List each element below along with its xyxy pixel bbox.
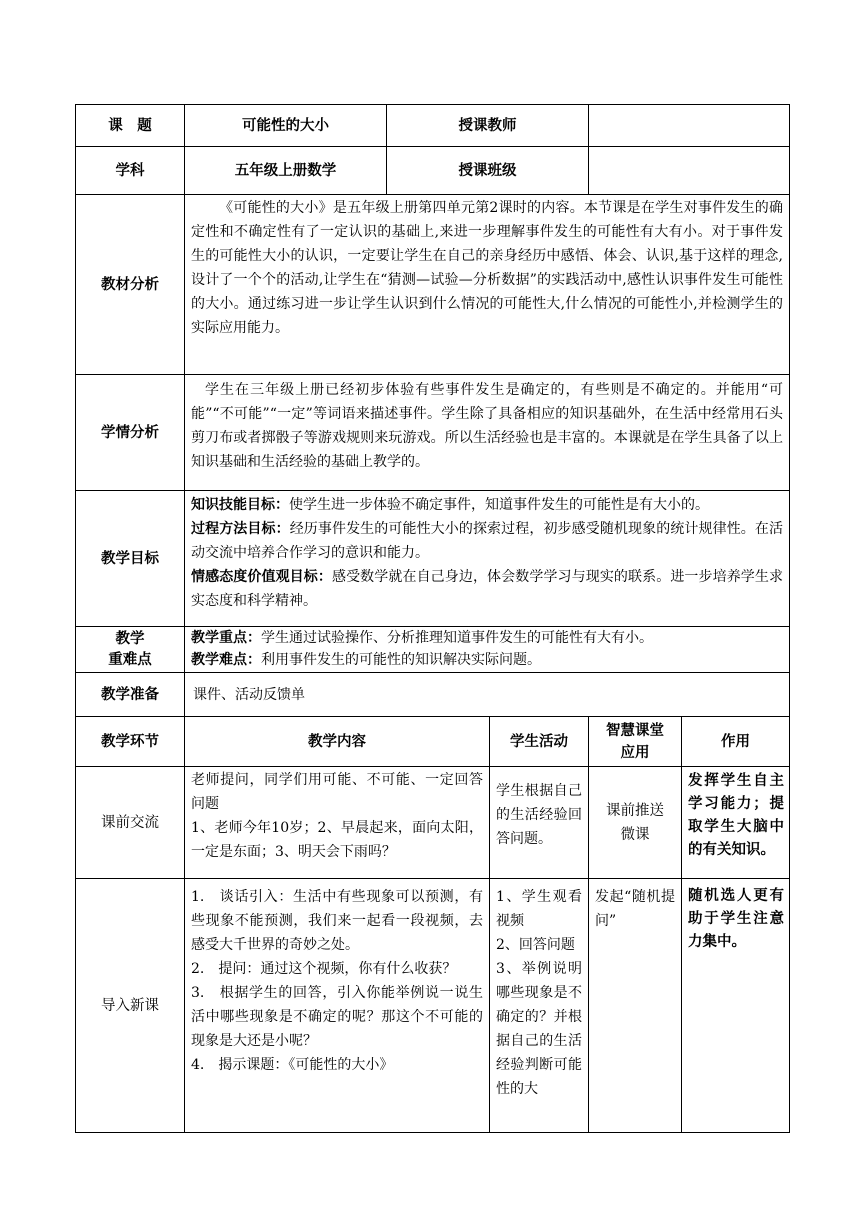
student-analysis-row: [76, 375, 790, 491]
class-label: 授课班级: [387, 147, 589, 195]
process-header-stage: 教学环节: [76, 717, 185, 767]
teacher-value: [589, 105, 790, 147]
subject-value: 五年级上册数学: [185, 147, 387, 195]
objective-emotion-title: 情感态度价值观目标：: [191, 569, 332, 585]
intro-effect: 随机选人更有助于学生注意力集中。: [682, 879, 790, 1133]
intro-activity: 1、学生观看视频 2、回答问题 3、举例说明哪些现象是不确定的？并根据自己的生活经验判断可能性的大: [490, 879, 589, 1133]
subject-label: 学科: [76, 147, 185, 195]
process-header-row: [76, 717, 790, 767]
teacher-label: 授课教师: [387, 105, 589, 147]
topic-value: 可能性的大小: [185, 105, 387, 147]
subject-row: [76, 147, 790, 195]
student-analysis-text: 学生在三年级上册已经初步体验有些事件发生是确定的，有些则是不确定的。并能用“可能”“不可能”“一定”等词语来描述事件。学生除了具备相应的知识基础外，在生活中经常用石头剪刀布或者掷骰子等游戏规则来玩游戏。所以生活经验也是丰富的。本课就是在学生具备了以上知识基础和生活经验的基础上教学的。: [191, 382, 783, 470]
key-points-label-line1: 教学: [115, 630, 145, 647]
preclass-activity: 学生根据自己的生活经验回答问题。: [490, 767, 589, 879]
textbook-analysis-label: 教材分析: [76, 195, 185, 375]
objective-emotion-text: 感受数学就在自己身边，体会数学学习与现实的联系。进一步培养学生求实态度和科学精神。: [191, 569, 784, 609]
objective-knowledge-text: 使学生进一步体验不确定事件，知道事件发生的可能性是有大小的。: [289, 497, 709, 513]
key-points-label: [76, 627, 185, 673]
key-point-difficulty: [191, 649, 783, 671]
lesson-plan-table: [75, 104, 790, 1133]
objective-knowledge: [191, 493, 783, 517]
textbook-analysis-text: 《可能性的大小》是五年级上册第四单元第2课时的内容。本节课是在学生对事件发生的确定性和不确定性有了一定认识的基础上,来进一步理解事件发生的可能性有大有小。对于事件发生的可能性大小的认识，一定要让学生在自己的亲身经历中感悟、体会、认识,基于这样的理念,设计了一个个的活动,让学生在“猜测—试验—分析数据”的实践活动中,感性认识事件发生可能性的大小。通过练习进一步让学生认识到什么情况的可能性大,什么情况的可能性小,并检测学生的实际应用能力。: [191, 200, 783, 336]
process-header-smart-line2: 应用: [620, 744, 650, 761]
key-point-focus-text: 学生通过试验操作、分析推理知道事件发生的可能性有大有小。: [261, 630, 653, 646]
process-row-preclass: [76, 767, 790, 879]
key-point-difficulty-title: 教学难点：: [191, 652, 261, 668]
process-row-intro: [76, 879, 790, 1133]
topic-label: 课 题: [76, 105, 185, 147]
textbook-analysis-row: [76, 195, 790, 375]
intro-smart: 发起“随机提问”: [589, 879, 682, 1133]
objective-process-text: 经历事件发生的可能性大小的探索过程，初步感受随机现象的统计规律性。在活动交流中培养合作学习的意识和能力。: [191, 521, 784, 561]
objective-process: [191, 517, 783, 565]
preclass-stage: 课前交流: [76, 767, 185, 879]
objective-knowledge-title: 知识技能目标：: [191, 497, 289, 513]
intro-content: 1. 谈话引入：生活中有些现象可以预测，有些现象不能预测，我们来一起看一段视频，去感受大千世界的奇妙之处。 2. 提问：通过这个视频，你有什么收获？ 3. 根据学生的回答，引入你能举例说一说生活中哪些现象是不确定的呢？那这个不可能的现象是大还是小呢？ 4. 揭示课题：《可能性的大小》: [185, 879, 490, 1133]
objectives-row: [76, 491, 790, 627]
process-header-content: 教学内容: [185, 717, 490, 767]
objectives-label: 教学目标: [76, 491, 185, 627]
preclass-content: 老师提问，同学们用可能、不可能、一定回答问题 1、老师今年10岁；2、早晨起来，面向太阳，一定是东面；3、明天会下雨吗？: [185, 767, 490, 879]
key-point-focus-title: 教学重点：: [191, 630, 261, 646]
key-point-difficulty-text: 利用事件发生的可能性的知识解决实际问题。: [261, 652, 541, 668]
process-header-effect: 作用: [682, 717, 790, 767]
key-points-row: [76, 627, 790, 673]
process-header-smart: [589, 717, 682, 767]
class-value: [589, 147, 790, 195]
preparation-row: [76, 673, 790, 717]
objective-process-title: 过程方法目标：: [191, 521, 290, 537]
intro-stage: 导入新课: [76, 879, 185, 1133]
preparation-text: 课件、活动反馈单: [185, 673, 790, 717]
preclass-smart: 课前推送微课: [589, 767, 682, 879]
key-points-label-line2: 重难点: [108, 651, 152, 668]
preparation-label: 教学准备: [76, 673, 185, 717]
student-analysis-label: 学情分析: [76, 375, 185, 491]
key-point-focus: [191, 627, 783, 649]
topic-row: [76, 105, 790, 147]
preclass-effect: 发挥学生自主学习能力；提取学生大脑中的有关知识。: [682, 767, 790, 879]
objective-emotion: [191, 565, 783, 613]
process-header-activity: 学生活动: [490, 717, 589, 767]
process-header-smart-line1: 智慧课堂: [606, 722, 664, 739]
